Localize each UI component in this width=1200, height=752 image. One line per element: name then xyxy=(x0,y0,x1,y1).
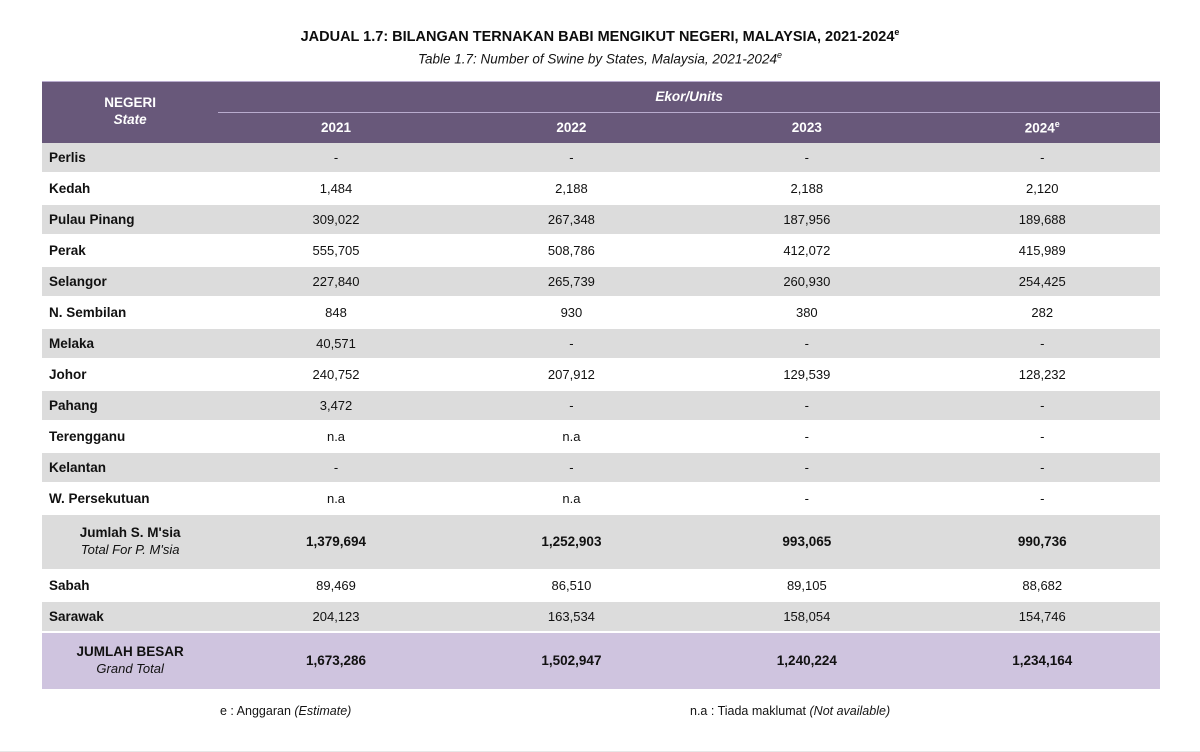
value-cell: - xyxy=(689,143,924,173)
table-row-pulau-pinang xyxy=(42,204,1160,235)
table-title-malay xyxy=(0,27,1200,46)
footnote-not-available: n.a : Tiada maklumat (Not available) xyxy=(690,703,891,718)
year-header-2024: 2024e xyxy=(925,112,1160,143)
state-name: Pahang xyxy=(42,390,218,421)
state-header-english: State xyxy=(113,112,147,128)
table-row-n-sembilan xyxy=(42,297,1160,328)
total-value-cell: 1,234,164 xyxy=(925,632,1160,690)
value-cell: 89,105 xyxy=(689,570,924,601)
state-name: Perlis xyxy=(42,143,218,173)
value-cell: 309,022 xyxy=(218,204,453,235)
value-cell: 508,786 xyxy=(454,235,689,266)
value-cell: - xyxy=(454,452,689,483)
table-body xyxy=(42,143,1160,690)
table-row-sarawak xyxy=(42,601,1160,632)
state-name: Terengganu xyxy=(42,421,218,452)
table-row-kelantan xyxy=(42,452,1160,483)
value-cell: 555,705 xyxy=(218,235,453,266)
table-row-melaka xyxy=(42,328,1160,359)
total-value-cell: 990,736 xyxy=(925,514,1160,570)
state-name: Johor xyxy=(42,359,218,390)
units-header-text: Ekor/Units xyxy=(655,89,723,105)
value-cell: n.a xyxy=(454,483,689,514)
value-cell: 2,120 xyxy=(925,173,1160,204)
value-cell: 380 xyxy=(689,297,924,328)
total-value-cell: 993,065 xyxy=(689,514,924,570)
peninsular-subtotal-row xyxy=(42,514,1160,570)
value-cell: - xyxy=(925,421,1160,452)
total-label xyxy=(42,632,218,690)
value-cell: - xyxy=(454,143,689,173)
year-header-2023: 2023 xyxy=(689,112,924,143)
state-name: Perak xyxy=(42,235,218,266)
value-cell: 154,746 xyxy=(925,601,1160,632)
subtitle-estimate-superscript: e xyxy=(776,49,782,60)
value-cell: - xyxy=(218,452,453,483)
value-cell: 267,348 xyxy=(454,204,689,235)
value-cell: - xyxy=(218,143,453,173)
state-name: Sabah xyxy=(42,570,218,601)
table-title-text: JADUAL 1.7: BILANGAN TERNAKAN BABI MENGIKUT NEGERI, MALAYSIA, 2021-2024 xyxy=(300,28,895,45)
footnotes xyxy=(0,704,1200,724)
value-cell: 163,534 xyxy=(454,601,689,632)
table-header xyxy=(42,81,1160,143)
value-cell: 40,571 xyxy=(218,328,453,359)
value-cell: n.a xyxy=(218,483,453,514)
state-name: Melaka xyxy=(42,328,218,359)
table-row-perak xyxy=(42,235,1160,266)
table-row-w-persekutuan xyxy=(42,483,1160,514)
table-row-perlis xyxy=(42,143,1160,173)
value-cell: 128,232 xyxy=(925,359,1160,390)
value-cell: 260,930 xyxy=(689,266,924,297)
value-cell: n.a xyxy=(218,421,453,452)
header-row-units xyxy=(42,81,1160,112)
state-name: W. Persekutuan xyxy=(42,483,218,514)
value-cell: 415,989 xyxy=(925,235,1160,266)
total-label-english: Grand Total xyxy=(96,660,164,676)
value-cell: n.a xyxy=(454,421,689,452)
total-value-cell: 1,240,224 xyxy=(689,632,924,690)
value-cell: - xyxy=(689,483,924,514)
value-cell: 189,688 xyxy=(925,204,1160,235)
total-label-malay: Jumlah S. M'sia xyxy=(79,525,181,541)
state-header-malay: NEGERI xyxy=(104,95,157,111)
value-cell: 282 xyxy=(925,297,1160,328)
value-cell: 227,840 xyxy=(218,266,453,297)
table-row-pahang xyxy=(42,390,1160,421)
total-label-malay: JUMLAH BESAR xyxy=(76,644,184,660)
state-name: Pulau Pinang xyxy=(42,204,218,235)
total-value-cell: 1,252,903 xyxy=(454,514,689,570)
value-cell: 265,739 xyxy=(454,266,689,297)
value-cell: 930 xyxy=(454,297,689,328)
value-cell: 204,123 xyxy=(218,601,453,632)
value-cell: 3,472 xyxy=(218,390,453,421)
title-estimate-superscript: e xyxy=(894,27,900,37)
value-cell: 89,469 xyxy=(218,570,453,601)
table-subtitle-text: Table 1.7: Number of Swine by States, Malaysia, 2021-2024 xyxy=(418,51,777,66)
value-cell: - xyxy=(925,143,1160,173)
value-cell: 848 xyxy=(218,297,453,328)
footnote-estimate: e : Anggaran (Estimate) xyxy=(220,703,352,718)
total-value-cell: 1,379,694 xyxy=(218,514,453,570)
state-name: Kelantan xyxy=(42,452,218,483)
value-cell: - xyxy=(689,328,924,359)
table-row-selangor xyxy=(42,266,1160,297)
value-cell: - xyxy=(454,390,689,421)
value-cell: 88,682 xyxy=(925,570,1160,601)
value-cell: 240,752 xyxy=(218,359,453,390)
value-cell: - xyxy=(925,328,1160,359)
total-label-english: Total For P. M'sia xyxy=(80,541,180,557)
value-cell: 2,188 xyxy=(689,173,924,204)
year-header-2022: 2022 xyxy=(454,112,689,143)
value-cell: 2,188 xyxy=(454,173,689,204)
total-value-cell: 1,673,286 xyxy=(218,632,453,690)
swine-by-state-table xyxy=(42,81,1160,691)
state-name: Kedah xyxy=(42,173,218,204)
table-row-kedah xyxy=(42,173,1160,204)
title-block xyxy=(0,0,1200,67)
table-row-terengganu xyxy=(42,421,1160,452)
table-row-johor xyxy=(42,359,1160,390)
value-cell: 129,539 xyxy=(689,359,924,390)
state-name: Selangor xyxy=(42,266,218,297)
value-cell: 86,510 xyxy=(454,570,689,601)
value-cell: 187,956 xyxy=(689,204,924,235)
state-column-header xyxy=(42,81,218,143)
table-title-english xyxy=(0,50,1200,67)
value-cell: - xyxy=(689,452,924,483)
value-cell: 254,425 xyxy=(925,266,1160,297)
value-cell: - xyxy=(925,452,1160,483)
value-cell: 158,054 xyxy=(689,601,924,632)
year-header-2021: 2021 xyxy=(218,112,453,143)
grand-total-row xyxy=(42,632,1160,690)
units-header xyxy=(218,81,1160,112)
year-estimate-superscript: e xyxy=(1054,119,1060,130)
value-cell: 207,912 xyxy=(454,359,689,390)
value-cell: - xyxy=(454,328,689,359)
total-label xyxy=(42,514,218,570)
table-row-sabah xyxy=(42,570,1160,601)
value-cell: 412,072 xyxy=(689,235,924,266)
state-name: Sarawak xyxy=(42,601,218,632)
state-name: N. Sembilan xyxy=(42,297,218,328)
value-cell: 1,484 xyxy=(218,173,453,204)
value-cell: - xyxy=(689,390,924,421)
value-cell: - xyxy=(925,390,1160,421)
value-cell: - xyxy=(689,421,924,452)
value-cell: - xyxy=(925,483,1160,514)
total-value-cell: 1,502,947 xyxy=(454,632,689,690)
